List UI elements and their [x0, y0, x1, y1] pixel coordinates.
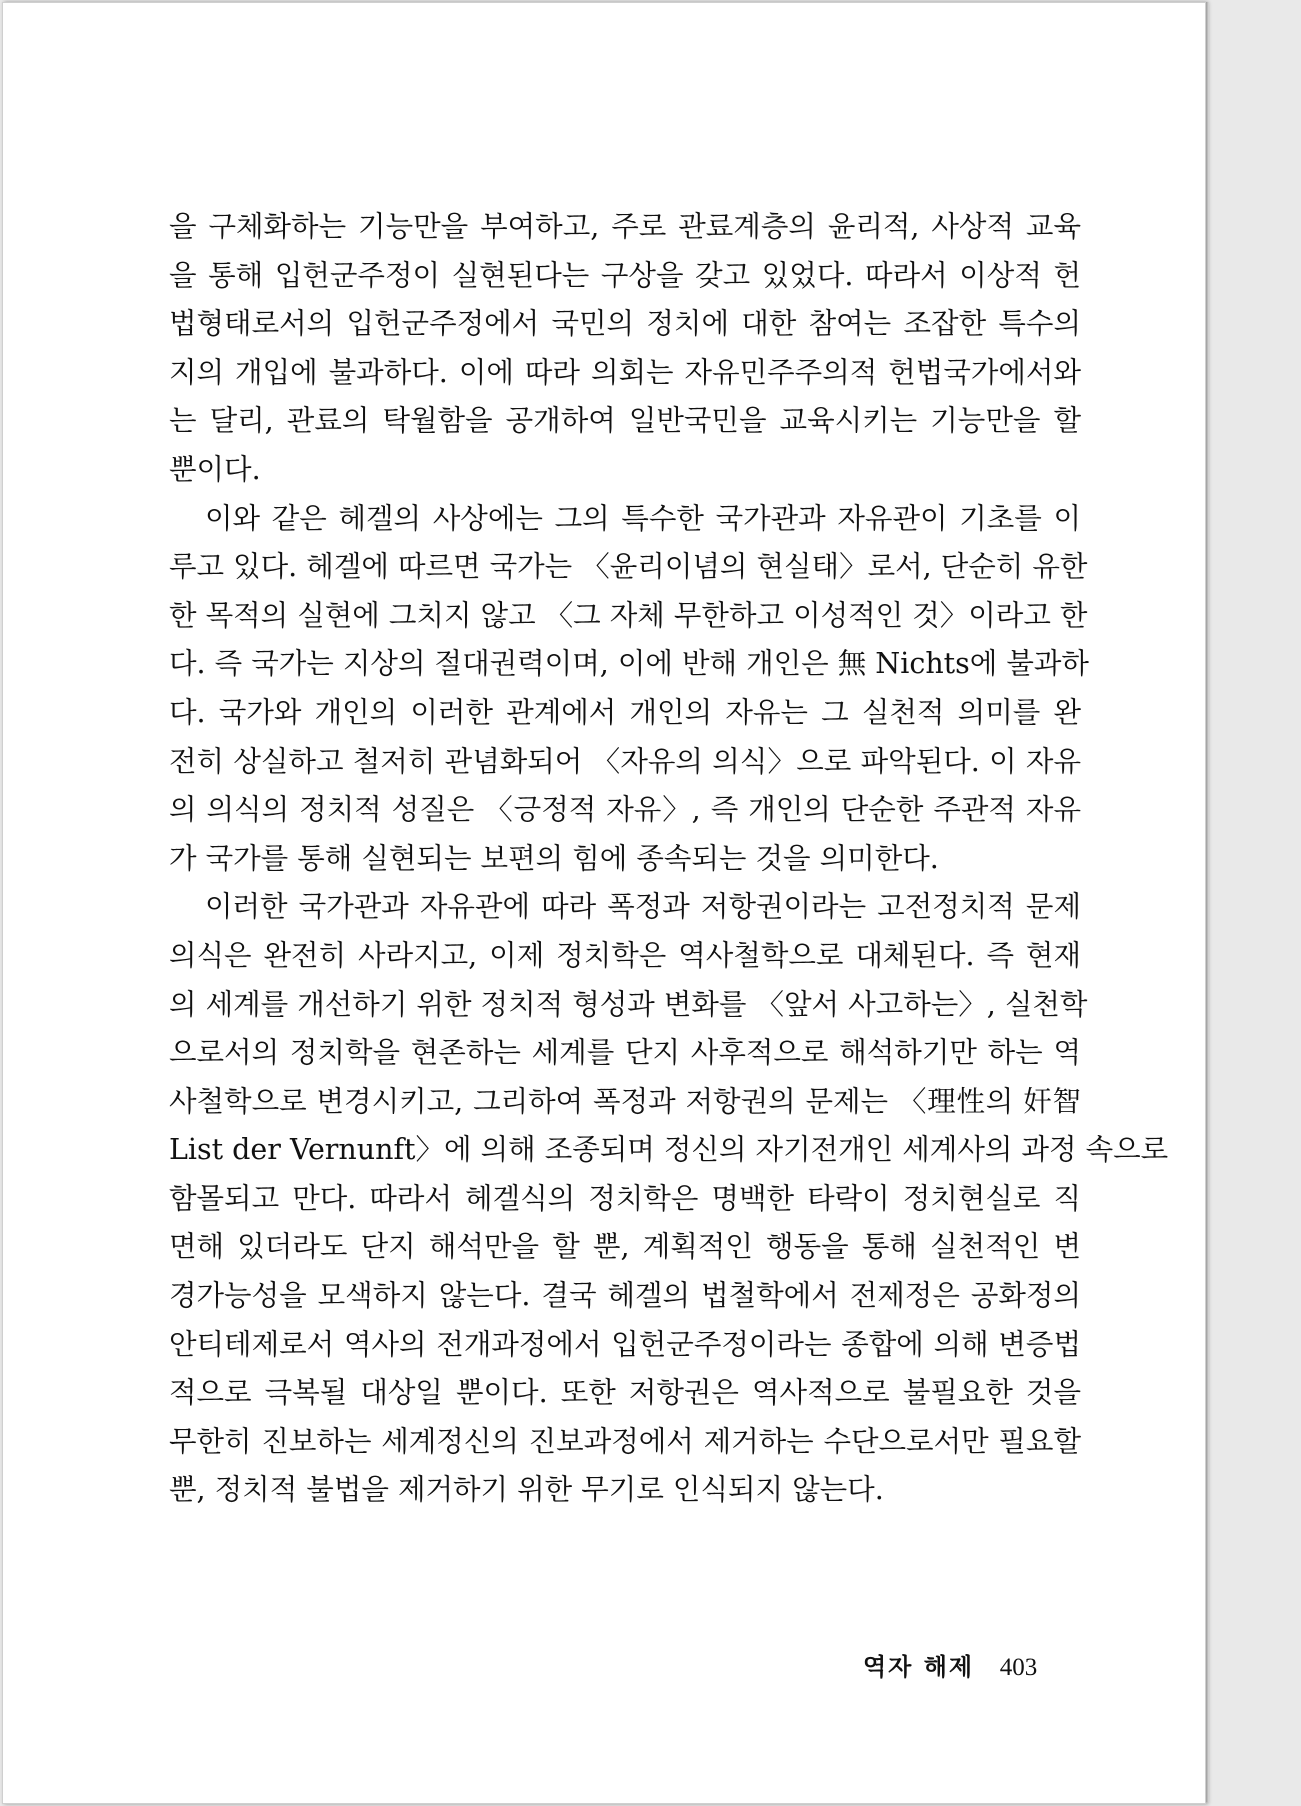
text-line: 루고 있다. 헤겔에 따르면 국가는 〈윤리이념의 현실태〉로서, 단순히 유한: [169, 550, 1088, 584]
page-edge-shadow: [1206, 2, 1209, 1802]
running-head: 역자 해제: [863, 1652, 975, 1681]
text-line: 의 의식의 정치적 성질은 〈긍정적 자유〉, 즉 개인의 단순한 주관적 자유: [169, 793, 1081, 827]
text-line: 을 구체화하는 기능만을 부여하고, 주로 관료계층의 윤리적, 사상적 교육: [169, 210, 1081, 243]
text-line: 을 통해 입헌군주정이 실현된다는 구상을 갖고 있었다. 따라서 이상적 헌: [169, 258, 1081, 292]
text-line: 지의 개입에 불과하다. 이에 따라 의회는 자유민주주의적 헌법국가에서와: [169, 355, 1081, 389]
text-line: 안티테제로서 역사의 전개과정에서 입헌군주정이라는 종합에 의해 변증법: [169, 1327, 1081, 1361]
text-line: 의식은 완전히 사라지고, 이제 정치학은 역사철학으로 대체된다. 즉 현재: [169, 938, 1081, 972]
text-line: 적으로 극복될 대상일 뿐이다. 또한 저항권은 역사적으로 불필요한 것을: [169, 1376, 1081, 1410]
text-line: 전히 상실하고 철저히 관념화되어 〈자유의 의식〉으로 파악된다. 이 자유: [169, 744, 1081, 778]
text-line: 이러한 국가관과 자유관에 따라 폭정과 저항권이라는 고전정치적 문제: [205, 890, 1081, 924]
text-line: 사철학으로 변경시키고, 그리하여 폭정과 저항권의 문제는 〈理性의 奸智: [169, 1084, 1081, 1118]
text-line: 뿐이다.: [169, 452, 261, 486]
text-line: 이와 같은 헤겔의 사상에는 그의 특수한 국가관과 자유관이 기초를 이: [205, 501, 1081, 535]
text-line: 한 목적의 실현에 그치지 않고 〈그 자체 무한하고 이성적인 것〉이라고 한: [169, 598, 1088, 632]
text-line: 경가능성을 모색하지 않는다. 결국 헤겔의 법철학에서 전제정은 공화정의: [169, 1279, 1081, 1313]
page-footer: [863, 1647, 1037, 1682]
text-line: 뿐, 정치적 불법을 제거하기 위한 무기로 인식되지 않는다.: [169, 1473, 884, 1507]
text-line: 는 달리, 관료의 탁월함을 공개하여 일반국민을 교육시키는 기능만을 할: [169, 404, 1081, 438]
text-line: 의 세계를 개선하기 위한 정치적 형성과 변화를 〈앞서 사고하는〉, 실천학: [169, 987, 1088, 1021]
text-line: 다. 국가와 개인의 이러한 관계에서 개인의 자유는 그 실천적 의미를 완: [169, 695, 1081, 729]
page-number: 403: [999, 1654, 1038, 1681]
text-line: 무한히 진보하는 세계정신의 진보과정에서 제거하는 수단으로서만 필요할: [169, 1424, 1081, 1458]
text-line: 면해 있더라도 단지 해석만을 할 뿐, 계획적인 행동을 통해 실천적인 변: [169, 1230, 1081, 1264]
text-line: 으로서의 정치학을 현존하는 세계를 단지 사후적으로 해석하기만 하는 역: [169, 1036, 1081, 1070]
text-line: 함몰되고 만다. 따라서 헤겔식의 정치학은 명백한 타락이 정치현실로 직: [169, 1181, 1081, 1215]
text-line: List der Vernunft〉에 의해 조종되며 정신의 자기전개인 세계사의 과정 속으로: [169, 1133, 1169, 1167]
text-line: 가 국가를 통해 실현되는 보편의 힘에 종속되는 것을 의미한다.: [169, 841, 939, 875]
text-line: 법형태로서의 입헌군주정에서 국민의 정치에 대한 참여는 조잡한 특수의: [169, 307, 1081, 341]
book-page: [2, 2, 1206, 1804]
page-body: [169, 203, 1169, 1515]
text-line: 다. 즉 국가는 지상의 절대권력이며, 이에 반해 개인은 無 Nichts에 불과하: [169, 647, 1089, 681]
